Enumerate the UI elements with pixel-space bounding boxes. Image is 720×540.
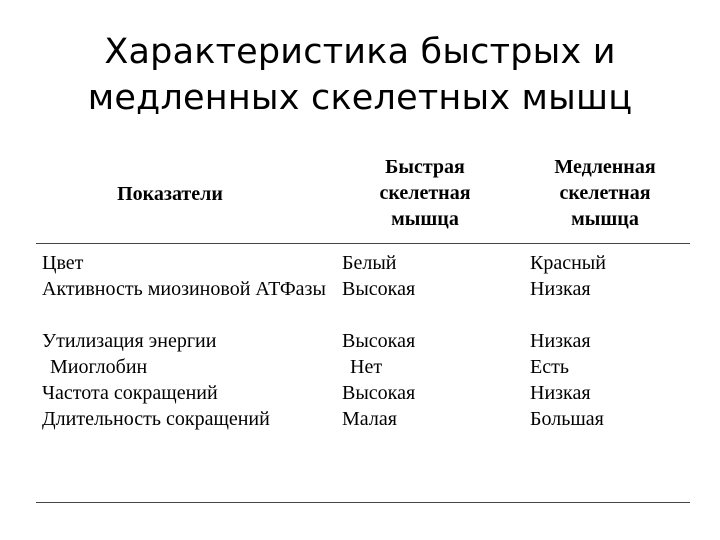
header-slow-line-2: скелетная [559, 182, 651, 204]
slow-cell: Низкая [530, 278, 591, 300]
indicator-cell: Утилизация энергии [42, 330, 217, 352]
table-body [42, 250, 692, 432]
table-bottom-rule [36, 502, 690, 503]
indicator-cell: Миоглобин [50, 356, 148, 378]
slow-cell: Низкая [530, 382, 591, 404]
header-fast-line-1: Быстрая [385, 156, 465, 178]
table-row [42, 406, 692, 432]
slow-cell: Красный [530, 252, 606, 274]
indicator-cell: Длительность сокращений [42, 408, 270, 430]
header-slow-line-1: Медленная [554, 156, 656, 178]
header-slow-line-3: мышца [571, 208, 639, 230]
slow-cell: Большая [530, 408, 604, 430]
slow-cell: Есть [530, 356, 569, 378]
header-indicators [70, 181, 270, 207]
fast-cell: Высокая [342, 278, 416, 300]
table-row [42, 380, 692, 406]
header-indicators-text: Показатели [117, 183, 223, 205]
fast-cell: Высокая [342, 382, 416, 404]
slide-title-line-1: Характеристика быстрых и [104, 32, 616, 73]
fast-cell: Малая [342, 408, 397, 430]
table-top-rule [36, 243, 690, 244]
slide-title [0, 29, 720, 121]
table-row [42, 276, 692, 328]
fast-cell: Высокая [342, 330, 416, 352]
indicator-cell: Цвет [42, 252, 84, 274]
slide-title-line-2: медленных скелетных мышц [87, 78, 633, 119]
header-fast-muscle [335, 154, 515, 232]
fast-cell: Белый [342, 252, 397, 274]
header-slow-muscle [520, 154, 690, 232]
fast-cell: Нет [350, 356, 383, 378]
header-fast-line-2: скелетная [379, 182, 471, 204]
slow-cell: Низкая [530, 330, 591, 352]
table-row [42, 328, 692, 354]
table-row [42, 250, 692, 276]
indicator-cell: Активность миозиновой АТФазы [42, 278, 326, 300]
indicator-cell: Частота сокращений [42, 382, 218, 404]
header-fast-line-3: мышца [391, 208, 459, 230]
table-row [42, 354, 692, 380]
